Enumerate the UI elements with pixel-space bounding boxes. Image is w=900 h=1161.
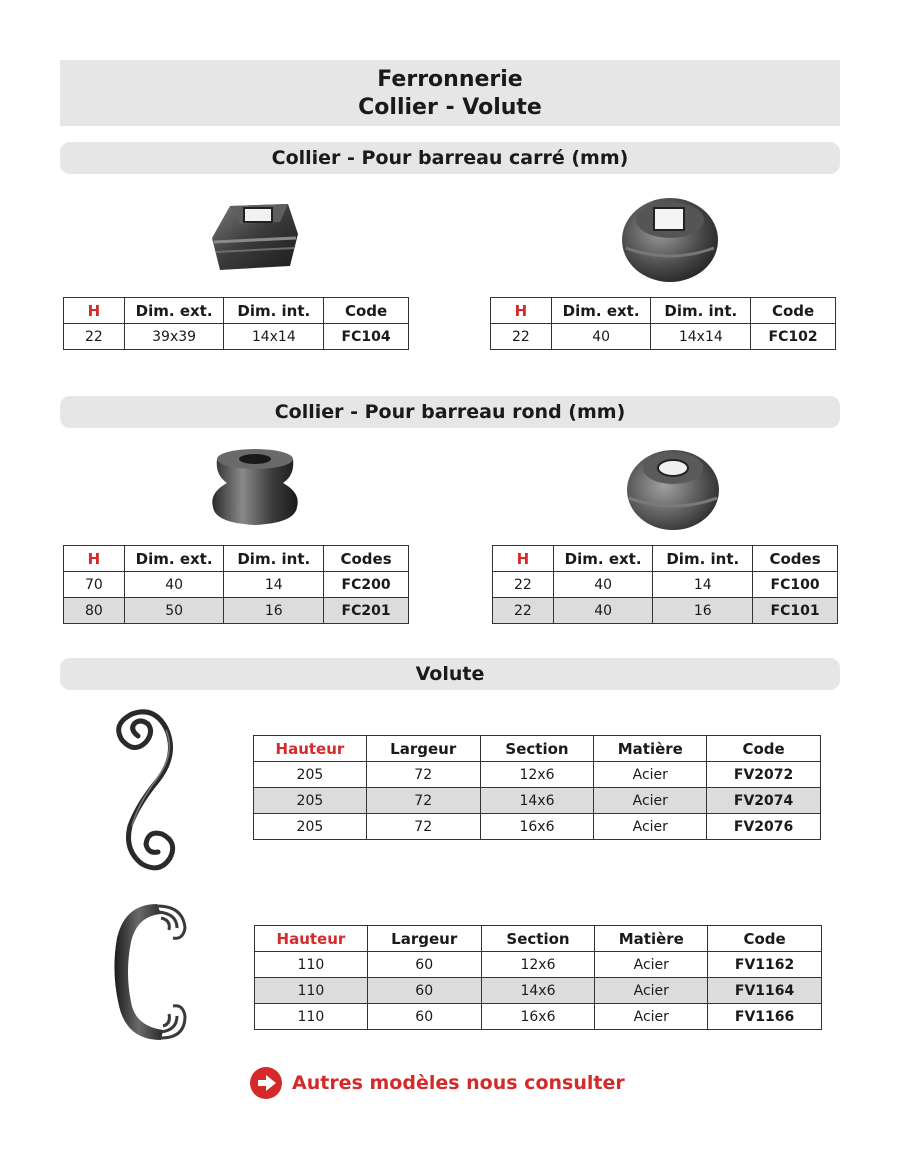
square-collar-image: [200, 198, 305, 276]
cell-matiere: Acier: [594, 788, 707, 814]
header-h: H: [491, 298, 552, 324]
cell-largeur: 72: [366, 788, 480, 814]
cell-code: FV2076: [707, 814, 821, 840]
cell-dim-ext: 50: [124, 598, 224, 624]
cell-code: FC201: [324, 598, 409, 624]
cell-section: 16x6: [481, 1004, 595, 1030]
table-square-fc102: [490, 297, 836, 350]
page-title: [60, 60, 840, 126]
cell-h: 80: [64, 598, 125, 624]
header-section: Section: [480, 736, 594, 762]
cell-code: FC200: [324, 572, 409, 598]
table-row: [254, 814, 821, 840]
header-code: Code: [707, 736, 821, 762]
cell-h: 22: [491, 324, 552, 350]
cell-code: FC104: [324, 324, 409, 350]
table-volute-fv1162: [254, 925, 822, 1030]
cell-hauteur: 205: [254, 788, 367, 814]
cell-h: 22: [64, 324, 125, 350]
table-round-fc100: [492, 545, 838, 624]
header-matiere: Matière: [594, 736, 707, 762]
cell-matiere: Acier: [594, 814, 707, 840]
cell-dim-ext: 39x39: [124, 324, 224, 350]
s-volute-image: [108, 708, 186, 876]
cell-section: 12x6: [481, 952, 595, 978]
section-header-volute: Volute: [60, 658, 840, 690]
header-dim-int: Dim. int.: [651, 298, 751, 324]
contact-link-label: Autres modèles nous consulter: [292, 1072, 625, 1094]
header-codes: Codes: [324, 546, 409, 572]
cell-section: 14x6: [480, 788, 594, 814]
cell-dim-int: 14x14: [224, 324, 324, 350]
cell-dim-ext: 40: [124, 572, 224, 598]
cell-dim-int: 14: [224, 572, 324, 598]
round-square-hole-collar-image: [620, 192, 720, 284]
table-round-fc200: [63, 545, 409, 624]
cell-section: 12x6: [480, 762, 594, 788]
cell-code: FV2072: [707, 762, 821, 788]
header-dim-ext: Dim. ext.: [551, 298, 651, 324]
cell-hauteur: 205: [254, 762, 367, 788]
cell-h: 22: [493, 598, 554, 624]
c-volute-image: [105, 898, 190, 1046]
table-row: [491, 324, 836, 350]
cell-dim-ext: 40: [553, 572, 653, 598]
cell-dim-ext: 40: [553, 598, 653, 624]
header-matiere: Matière: [595, 926, 708, 952]
header-h: H: [64, 298, 125, 324]
cell-largeur: 72: [366, 762, 480, 788]
header-section: Section: [481, 926, 595, 952]
cell-code: FC102: [751, 324, 836, 350]
cell-code: FC101: [753, 598, 838, 624]
cell-largeur: 60: [367, 1004, 481, 1030]
header-code: Code: [751, 298, 836, 324]
cell-section: 16x6: [480, 814, 594, 840]
cell-matiere: Acier: [594, 762, 707, 788]
cell-largeur: 60: [367, 978, 481, 1004]
cell-code: FV2074: [707, 788, 821, 814]
cell-section: 14x6: [481, 978, 595, 1004]
header-dim-int: Dim. int.: [224, 546, 324, 572]
cell-matiere: Acier: [595, 978, 708, 1004]
table-row: [493, 572, 838, 598]
cell-hauteur: 110: [255, 952, 368, 978]
table-row: [64, 572, 409, 598]
cell-code: FC100: [753, 572, 838, 598]
cell-dim-int: 16: [224, 598, 324, 624]
header-largeur: Largeur: [366, 736, 480, 762]
header-h: H: [64, 546, 125, 572]
cell-hauteur: 110: [255, 1004, 368, 1030]
header-code: Code: [324, 298, 409, 324]
cell-dim-ext: 40: [551, 324, 651, 350]
table-row: [254, 788, 821, 814]
header-dim-ext: Dim. ext.: [553, 546, 653, 572]
header-h: H: [493, 546, 554, 572]
arrow-right-circle-icon: [250, 1067, 282, 1099]
header-hauteur: Hauteur: [255, 926, 368, 952]
header-code: Code: [708, 926, 822, 952]
table-row: [64, 324, 409, 350]
cell-dim-int: 16: [653, 598, 753, 624]
cell-largeur: 72: [366, 814, 480, 840]
table-row: [255, 952, 822, 978]
contact-link[interactable]: [250, 1067, 625, 1099]
table-row: [254, 762, 821, 788]
table-row: [255, 978, 822, 1004]
header-dim-ext: Dim. ext.: [124, 298, 224, 324]
header-codes: Codes: [753, 546, 838, 572]
cell-h: 22: [493, 572, 554, 598]
cell-matiere: Acier: [595, 1004, 708, 1030]
round-collar-ball-image: [625, 442, 721, 532]
header-hauteur: Hauteur: [254, 736, 367, 762]
table-row: [255, 1004, 822, 1030]
round-collar-tall-image: [205, 445, 305, 529]
header-dim-ext: Dim. ext.: [124, 546, 224, 572]
table-volute-fv2072: [253, 735, 821, 840]
header-dim-int: Dim. int.: [224, 298, 324, 324]
title-line-2: Collier - Volute: [358, 95, 542, 120]
cell-hauteur: 205: [254, 814, 367, 840]
cell-dim-int: 14x14: [651, 324, 751, 350]
table-row: [64, 598, 409, 624]
table-row: [493, 598, 838, 624]
cell-code: FV1162: [708, 952, 822, 978]
cell-code: FV1164: [708, 978, 822, 1004]
cell-dim-int: 14: [653, 572, 753, 598]
header-dim-int: Dim. int.: [653, 546, 753, 572]
cell-largeur: 60: [367, 952, 481, 978]
cell-matiere: Acier: [595, 952, 708, 978]
cell-code: FV1166: [708, 1004, 822, 1030]
cell-hauteur: 110: [255, 978, 368, 1004]
section-header-square: Collier - Pour barreau carré (mm): [60, 142, 840, 174]
header-largeur: Largeur: [367, 926, 481, 952]
title-line-1: Ferronnerie: [377, 67, 523, 92]
table-square-fc104: [63, 297, 409, 350]
section-header-round: Collier - Pour barreau rond (mm): [60, 396, 840, 428]
cell-h: 70: [64, 572, 125, 598]
